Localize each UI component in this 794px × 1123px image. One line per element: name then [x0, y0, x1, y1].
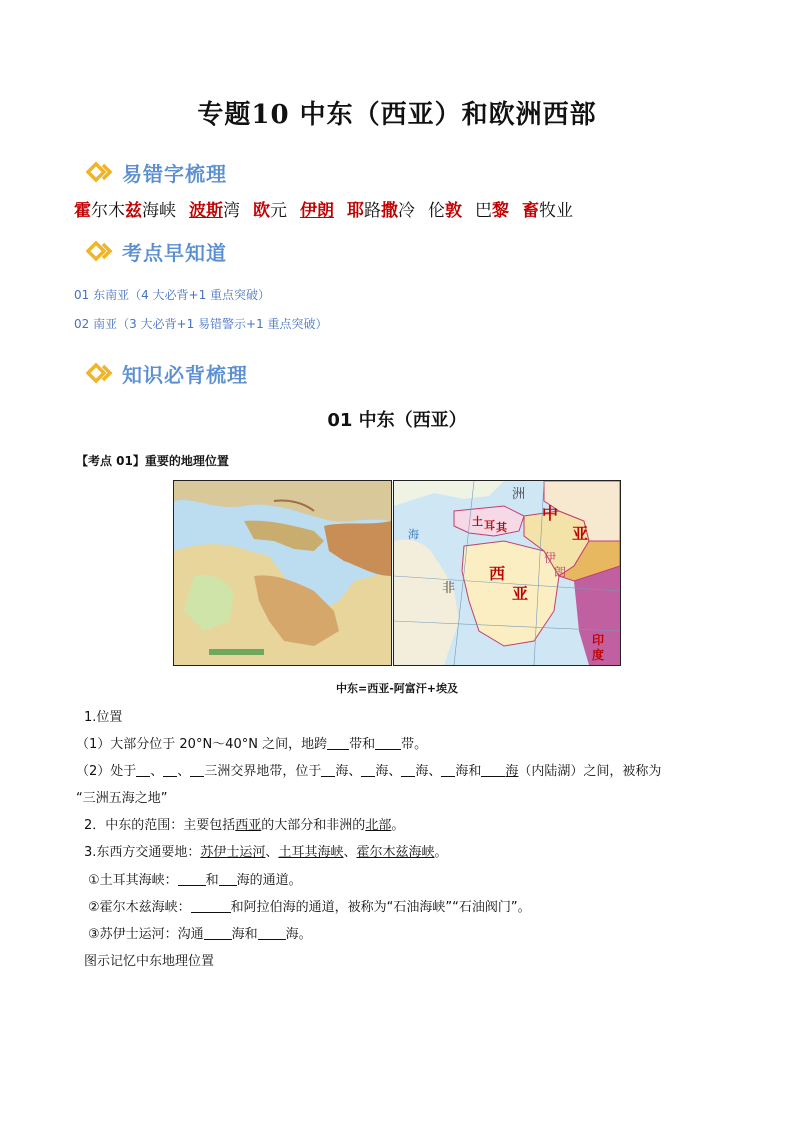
toc-link-southeast-asia[interactable]: 01 东南亚（4 大必背+1 重点突破）: [74, 288, 271, 302]
text: 海。: [285, 927, 312, 942]
map-label: 印: [592, 633, 605, 647]
error-word: [74, 201, 176, 221]
map-caption: 中东=西亚-阿富汗+埃及: [336, 682, 458, 695]
error-word: [300, 201, 334, 221]
map-label: 亚: [512, 584, 529, 603]
diamond-chevron-icon: [86, 160, 116, 184]
error-word-part: 伦: [428, 201, 445, 221]
error-word-part: 牧业: [539, 201, 573, 221]
chapter-heading: 01 中东（西亚）: [327, 410, 467, 431]
fill-blank[interactable]: [191, 900, 231, 913]
text: 、: [177, 764, 191, 779]
error-word-part: 伊朗: [300, 201, 334, 221]
content-line: [88, 923, 312, 942]
error-word-part: 元: [270, 201, 287, 221]
map-label: 其: [496, 521, 507, 534]
error-word: [347, 201, 415, 221]
error-word-part: 兹: [125, 201, 142, 221]
error-word: [428, 201, 462, 221]
political-map-image: [393, 480, 621, 666]
map-label: 海: [408, 528, 419, 541]
error-word-part: 湾: [223, 201, 240, 221]
map-label: 洲: [512, 487, 526, 502]
map-label: 度: [592, 648, 605, 662]
fill-blank[interactable]: [136, 764, 150, 777]
diamond-chevron-icon: [86, 239, 116, 263]
text: 北部: [365, 818, 392, 833]
fill-blank[interactable]: [375, 737, 401, 750]
map-label: 朗: [554, 565, 567, 579]
content-line: [76, 733, 427, 752]
text: 、: [343, 845, 357, 860]
content-line: [84, 706, 122, 725]
fill-blank[interactable]: [481, 764, 505, 777]
section-title: 知识必背梳理: [122, 362, 248, 387]
text: 带和: [349, 737, 376, 752]
text: （内陆湖）之间，被称为: [518, 764, 662, 779]
text: 和阿拉伯海的通道，被称为“石油海峡”“石油阀门”。: [230, 900, 531, 915]
error-word-part: 尔木: [91, 201, 125, 221]
fill-blank[interactable]: [190, 764, 204, 777]
text: 海、: [335, 764, 362, 779]
error-word-part: 耶: [347, 201, 364, 221]
error-word-list: [74, 196, 586, 221]
exam-point-label: 【考点 01】重要的地理位置: [76, 454, 229, 468]
error-word: [522, 201, 573, 221]
text: “三洲五海之地”: [76, 791, 168, 806]
error-word-part: 敦: [445, 201, 462, 221]
fill-blank[interactable]: [401, 764, 415, 777]
error-word: [189, 201, 240, 221]
error-word-part: 欧: [253, 201, 270, 221]
content-line: [84, 814, 404, 833]
text: 海、: [375, 764, 402, 779]
fill-blank[interactable]: [441, 764, 455, 777]
map-label: 中: [542, 504, 559, 523]
error-word-part: 冷: [398, 201, 415, 221]
section-heading-exam-points: [86, 236, 227, 266]
section-title: 易错字梳理: [122, 161, 227, 186]
content-line: [84, 841, 448, 860]
fill-blank[interactable]: [361, 764, 375, 777]
error-word-part: 黎: [492, 201, 509, 221]
error-word-part: 巴: [475, 201, 492, 221]
error-word: [253, 201, 287, 221]
content-line: [76, 760, 661, 779]
map-label: 土: [472, 515, 483, 528]
text: 海和: [231, 927, 258, 942]
text: 、: [265, 845, 279, 860]
map-label: 耳: [484, 519, 495, 532]
text: 海的通道。: [236, 873, 302, 888]
toc-link-south-asia[interactable]: 02 南亚（3 大必背+1 易错警示+1 重点突破）: [74, 317, 328, 331]
text: 霍尔木兹海峡: [356, 845, 435, 860]
text: 海、: [415, 764, 442, 779]
text: 的大部分和非洲的: [261, 818, 366, 833]
text: 2．中东的范围：主要包括: [84, 818, 236, 833]
error-word-part: 路: [364, 201, 381, 221]
fill-blank[interactable]: [321, 764, 335, 777]
content-line: [88, 896, 531, 915]
error-word-part: 撒: [381, 201, 398, 221]
text: 三洲交界地带，位于: [204, 764, 322, 779]
fill-blank[interactable]: [327, 737, 349, 750]
text: ②霍尔木兹海峡：: [88, 900, 191, 915]
text: ③苏伊士运河：沟通: [88, 927, 204, 942]
error-word-part: 海峡: [142, 201, 176, 221]
section-title: 考点早知道: [122, 240, 227, 265]
error-word-part: 畜: [522, 201, 539, 221]
map-label: 亚: [572, 524, 589, 543]
error-word: [475, 201, 509, 221]
text: 带。: [401, 737, 428, 752]
text: 3.东西方交通要地：: [84, 845, 201, 860]
map-label: 非: [442, 581, 456, 596]
text: 西亚: [235, 818, 262, 833]
text: 。: [391, 818, 405, 833]
content-line: [76, 787, 167, 806]
map-label: 伊: [544, 551, 557, 565]
error-word-part: 霍: [74, 201, 91, 221]
content-line: [88, 869, 302, 888]
relief-map-image: [173, 480, 392, 666]
fill-blank[interactable]: [178, 873, 206, 886]
text: 苏伊士运河: [200, 845, 266, 860]
content-line: [84, 950, 214, 969]
text: ①土耳其海峡：: [88, 873, 178, 888]
text: 海和: [455, 764, 482, 779]
diamond-chevron-icon: [86, 361, 116, 385]
text: 土耳其海峡: [278, 845, 344, 860]
text: 。: [434, 845, 448, 860]
text: 1.位置: [84, 710, 123, 725]
fill-blank[interactable]: [204, 927, 232, 940]
fill-blank[interactable]: [163, 764, 177, 777]
text: 海: [505, 764, 519, 779]
map-label: 西: [489, 564, 506, 583]
fill-blank[interactable]: [258, 927, 286, 940]
text: （2）处于: [76, 764, 137, 779]
text: （1）大部分位于 20°N～40°N 之间，地跨: [76, 737, 328, 752]
section-heading-knowledge: [86, 358, 248, 388]
text: 和: [205, 873, 219, 888]
page-title: 专题10 中东（西亚）和欧洲西部: [197, 100, 597, 130]
fill-blank[interactable]: [219, 873, 237, 886]
section-heading-error-words: [86, 157, 227, 187]
text: 图示记忆中东地理位置: [84, 954, 215, 969]
error-word-part: 波斯: [189, 201, 223, 221]
text: 、: [150, 764, 164, 779]
